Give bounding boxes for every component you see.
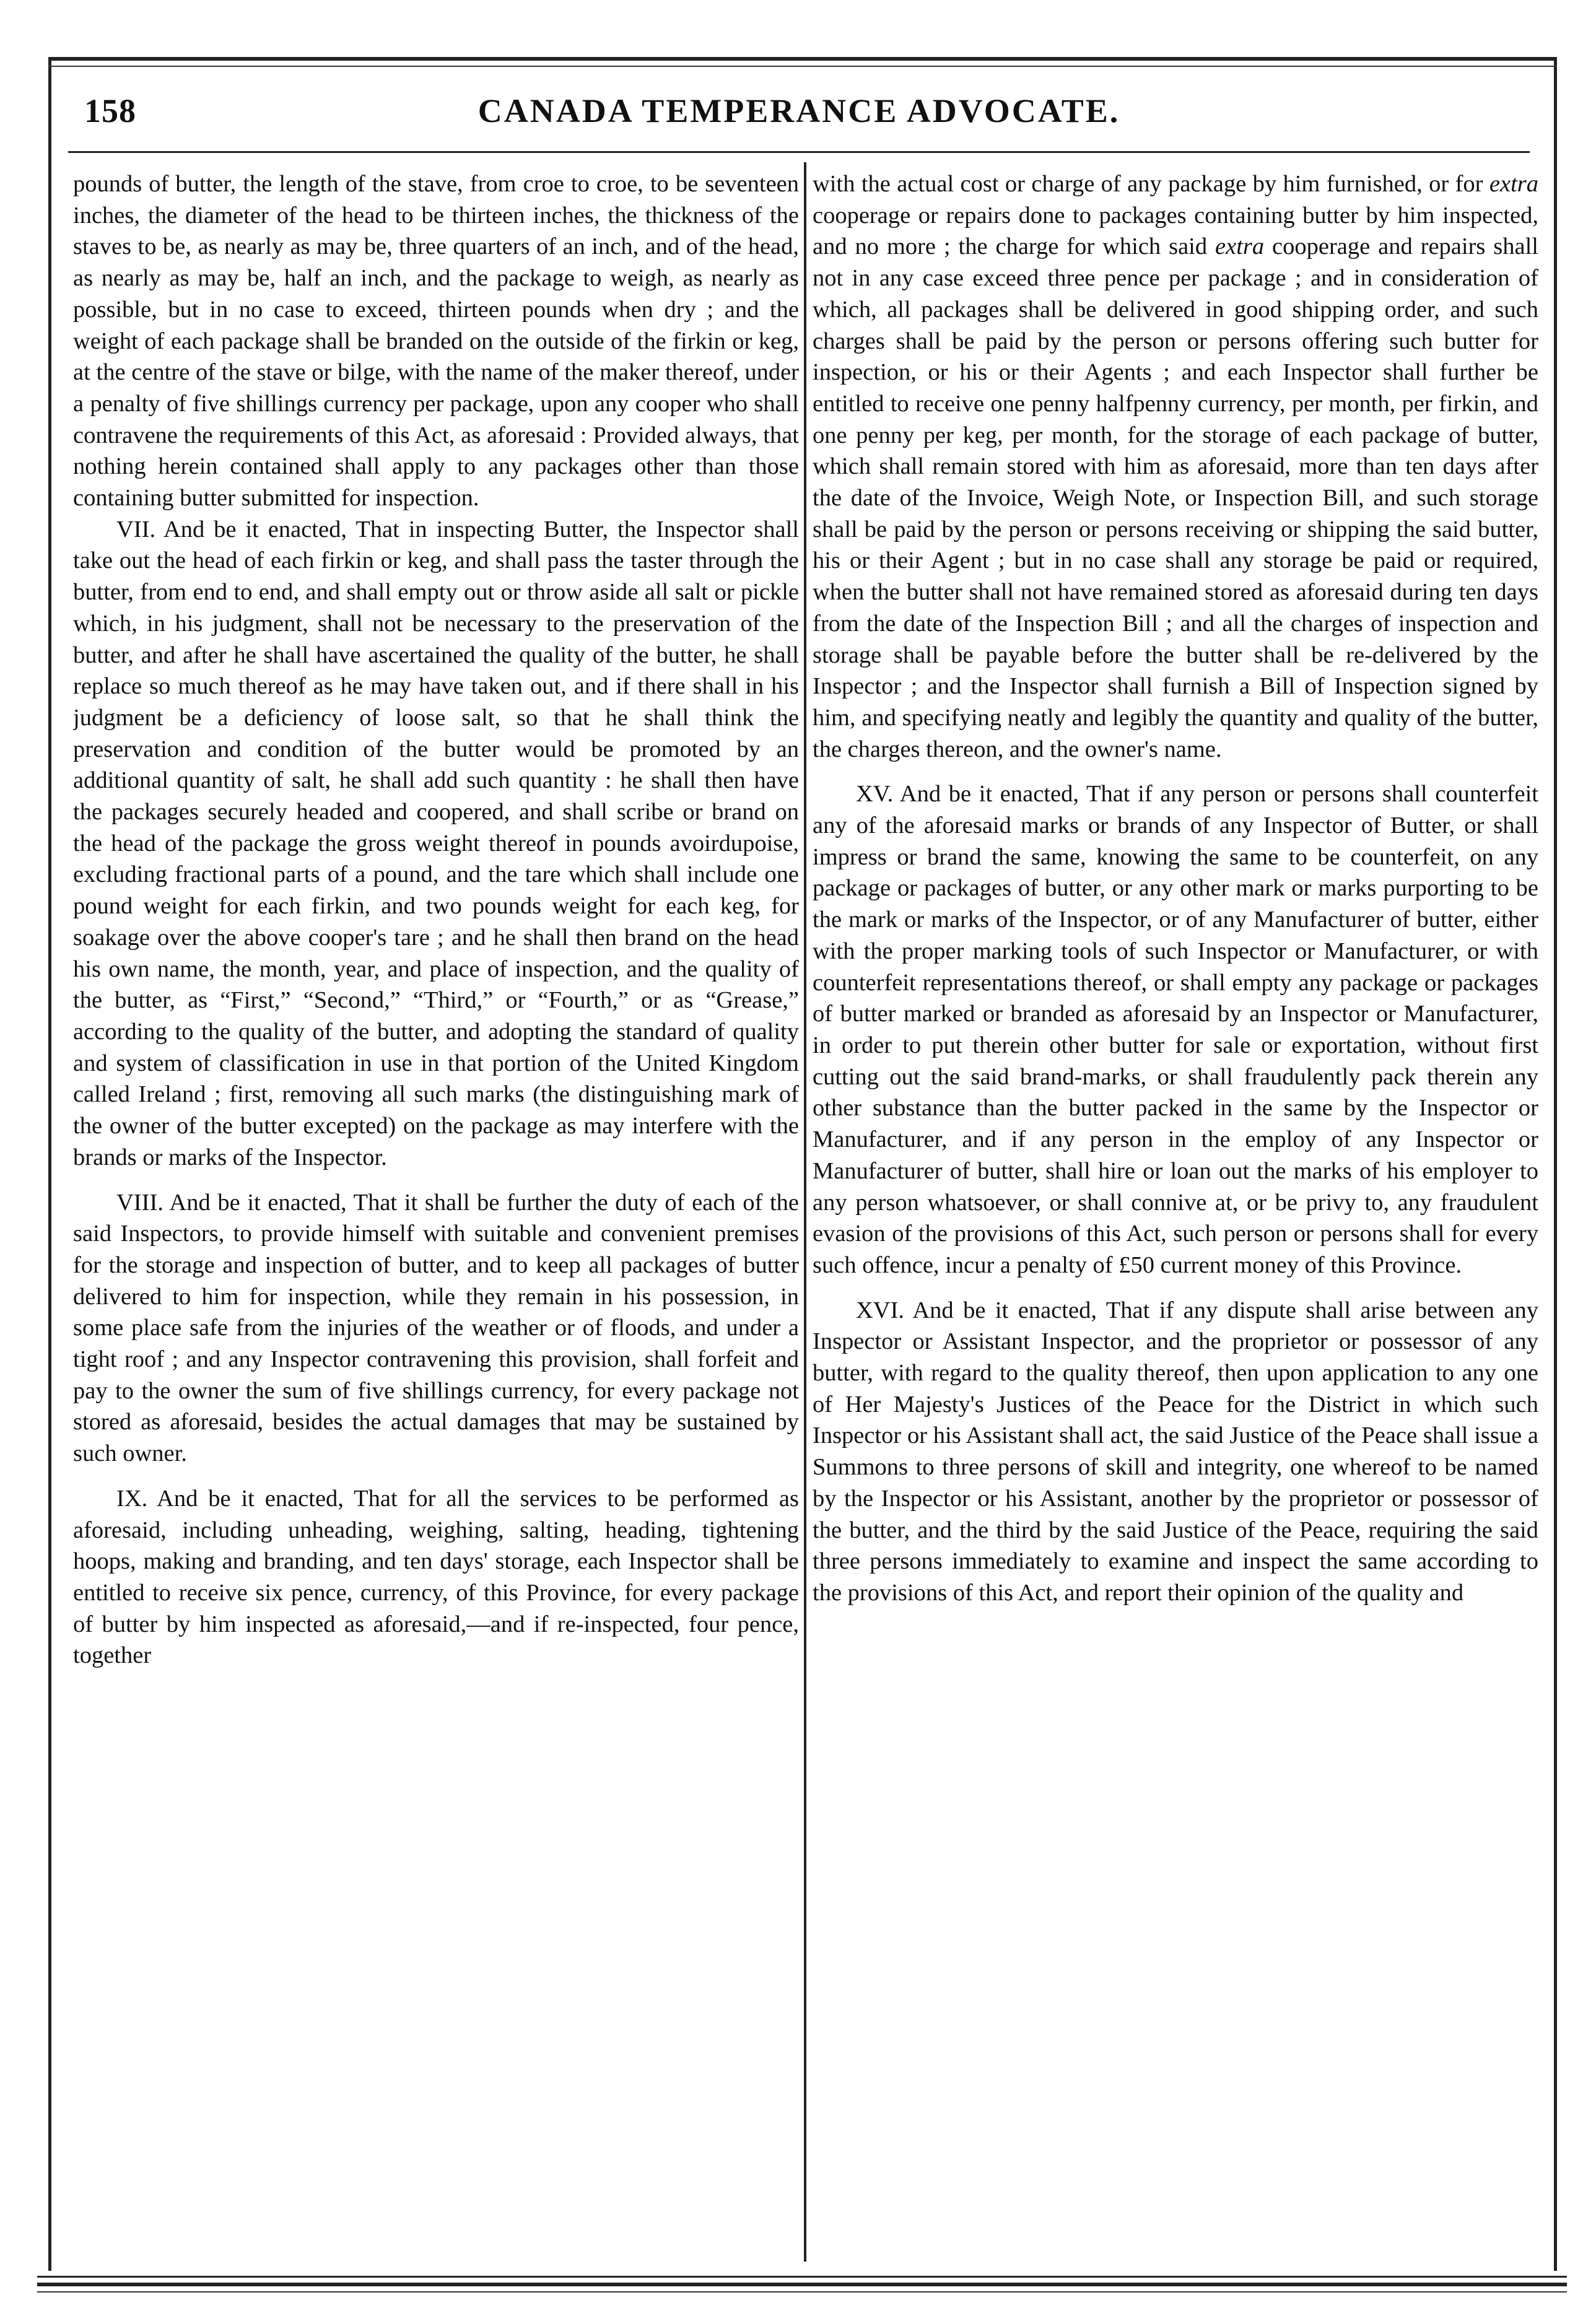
section-vii: VII. And be it enacted, That in inspecting Butter, the Inspector shall take out the head of each firkin or keg, and shall pass the taster through the butter, from end to end, and shall empty out or throw aside all salt or pickle which, in his judgment, shall not be necessary to the preservation of the butter, and after he shall have ascertained the quality of the butter, he shall replace so much thereof as he may have taken out, and if there shall in his judgment be a deficiency of loose salt, so that he shall think the preservation and condition of the butter would be promoted by an additional quantity of salt, he shall add such quantity : he shall then have the packages securely headed and coopered, and shall scribe or brand on the head of the package the gross weight thereof in pounds avoirdupoise, excluding fractional parts of a pound, and the tare which shall include one pound weight for each firkin, and two pounds weight for each keg, for soakage over the above cooper's tare ; and he shall then brand on the head his own name, the month, year, and place of inspection, and the quality of the butter, as “First,” “Second,” “Third,” or “Fourth,” or as “Grease,” according to the quality of the butter, and adopting the standard of quality and system of classification in use in that portion of the United Kingdom called Ireland ; first, removing all such marks (the distinguishing mark of the owner of the butter excepted) on the package as may interfere with the brands or marks of the Inspector.	[73, 516, 799, 1170]
left-column	[73, 168, 799, 2249]
italic-extra: extra	[1215, 233, 1265, 260]
bottom-rule	[37, 2276, 1567, 2278]
section-xv: XV. And be it enacted, That if any person or persons shall counterfeit any of the aforesaid marks or brands of any Inspector of Butter, or shall impress or brand the same, knowing the same to be counterfeit, on any package or packages of butter, or any other mark or marks purporting to be the mark or marks of the Inspector, or of any Manufacturer of butter, either with the proper marking tools of such Inspector or Manufacturer, or with counterfeit representations thereof, or shall empty any package or packages of butter marked or branded as aforesaid by an Inspector or Manufacturer, in order to put therein other butter for sale or exportation, without first cutting out the said brand-marks, or shall fraudulently pack therein any other substance than the butter packed in the same by the Inspector or Manufacturer, and if any person in the employ of any Inspector or Manufacturer of butter, shall hire or loan out the marks of his employer to any person whatsoever, or shall connive at, or be privy to, any fraudulent evasion of the provisions of this Act, such person or persons shall for every such offence, incur a penalty of £50 current money of this Province.	[813, 781, 1538, 1278]
page-number: 158	[84, 92, 136, 129]
section-ix-continued	[813, 168, 1538, 765]
right-column	[813, 168, 1538, 2249]
section-ix: IX. And be it enacted, That for all the services to be performed as aforesaid, including unheading, weighing, salting, heading, tightening hoops, making and branding, and ten days' storage, each Inspector shall be entitled to receive six pence, currency, of this Province, for every package of butter by him inspected as aforesaid,—and if re-inspected, four pence, together	[73, 1485, 799, 1669]
section-xvi: XVI. And be it enacted, That if any dispute shall arise between any Inspector or Assistant Inspector, and the proprietor or possessor of any butter, with regard to the quality thereof, then upon application to any one of Her Majesty's Justices of the Peace for the District in which such Inspector or his Assistant shall act, the said Justice of the Peace shall issue a Summons to three persons of skill and integrity, one whereof to be named by the Inspector or his Assistant, another by the proprietor or possessor of the butter, and the third by the said Justice of the Peace, requiring the said three persons immediately to examine and inspect the same according to the provisions of this Act, and report their opinion of the quality and	[813, 1297, 1538, 1606]
text-run: cooperage or repairs done to packages containing butter by him inspected, and no more ; the charge for which said	[813, 202, 1538, 260]
paragraph-continued: pounds of butter, the length of the stave, from croe to croe, to be seventeen inches, the diameter of the head to be thirteen inches, the thickness of the staves to be, as nearly as may be, three quarters of an inch, and of the head, as nearly as may be, half an inch, and the package to weigh, as nearly as possible, but in no case to exceed, thirteen pounds when dry ; and the weight of each package shall be branded on the outside of the firkin or keg, at the centre of the stave or bilge, with the name of the maker thereof, under a penalty of five shillings currency per package, upon any cooper who shall contravene the requirements of this Act, as aforesaid : Provided always, that nothing herein contained shall apply to any packages other than those containing butter submitted for inspection.	[73, 171, 799, 512]
text-run: with the actual cost or charge of any package by him furnished, or for	[813, 171, 1489, 197]
page-header	[68, 92, 1530, 141]
running-title: CANADA TEMPERANCE ADVOCATE.	[477, 92, 1120, 129]
italic-extra: extra	[1489, 171, 1538, 197]
text-run: cooperage and repairs shall not in any case exceed three pence per package ; and in consideration of which, all packages shall be delivered in good shipping order, and such charges shall be paid by the person or persons offering such butter for inspection, or his or their Agents ; and each Inspector shall further be entitled to receive one penny halfpenny currency, per month, per firkin, and one penny per keg, per month, for the storage of each package of butter, which shall remain stored with him as aforesaid, more than ten days after the date of the Invoice, Weigh Note, or Inspection Bill, and such storage shall be paid by the person or persons receiving or shipping the said butter, his or their Agent ; but in no case shall any storage be paid or required, when the butter shall not have remained stored as aforesaid during ten days from the date of the Inspection Bill ; and all the charges of inspection and storage shall be payable before the butter shall be re-delivered by the Inspector ; and the Inspector shall furnish a Bill of Inspection signed by him, and specifying neatly and legibly the quantity and quality of the butter, the charges thereon, and the owner's name.	[813, 233, 1538, 762]
bottom-rule-thin	[37, 2291, 1567, 2293]
header-rule	[68, 151, 1530, 153]
top-rule-thin	[48, 66, 1557, 67]
section-viii: VIII. And be it enacted, That it shall be further the duty of each of the said Inspectors, to provide himself with suitable and convenient premises for the storage and inspection of butter, and to keep all packages of butter delivered to him for inspection, while they remain in his possession, in some place safe from the injuries of the weather or of floods, and under a tight roof ; and any Inspector contravening this provision, shall forfeit and pay to the owner the sum of five shillings currency, for every package not stored as aforesaid, besides the actual damages that may be sustained by such owner.	[73, 1189, 799, 1467]
bottom-rule-thick	[37, 2283, 1567, 2286]
top-rule-thick	[48, 57, 1557, 61]
column-divider	[804, 162, 806, 2262]
